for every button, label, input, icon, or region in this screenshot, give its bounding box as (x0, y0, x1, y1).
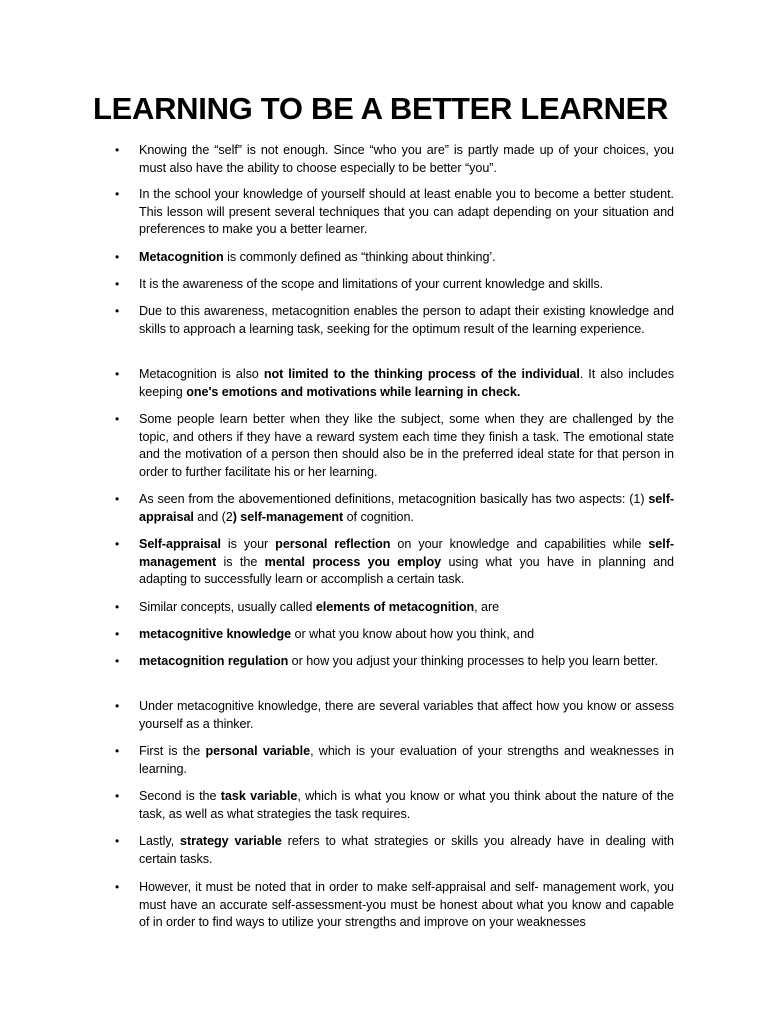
bullet-marker: • (115, 600, 120, 614)
list-item (115, 653, 674, 671)
bold-text-segment: metacognition regulation (139, 654, 289, 668)
list-item (115, 788, 674, 823)
text-segment: is commonly defined as “thinking about thinking’. (223, 250, 496, 264)
bullet-marker: • (115, 277, 120, 291)
bold-text-segment: one's emotions and motivations while learning in check. (186, 384, 521, 399)
bold-text-segment: personal variable (205, 744, 311, 758)
list-item (115, 879, 674, 932)
bullet-marker: • (115, 143, 120, 157)
list-item (115, 366, 674, 401)
list-item-text (139, 366, 674, 401)
bold-text-segment: mental process you employ (264, 554, 442, 569)
bold-text-segment: metacognitive knowledge (139, 627, 292, 641)
list-item (115, 276, 674, 294)
list-item-text (139, 411, 674, 481)
bold-text-segment: Self-appraisal (139, 537, 221, 551)
list-item-text (139, 626, 674, 644)
list-item (115, 833, 674, 868)
text-segment: Some people learn better when they like the subject, some when they are challenged by the topic, and others if they have a reward system each time they finish a task. The emotional state and the motivation of a person then should also be in the preferred ideal state for that person in order to further facilitate his or her learning. (139, 412, 674, 479)
bullet-marker: • (115, 492, 120, 506)
list-item (115, 411, 674, 481)
text-segment: First is the (139, 744, 206, 758)
text-segment: is the (216, 554, 265, 569)
list-item (115, 491, 674, 526)
bold-text-segment: self-management (139, 537, 674, 569)
list-item (115, 303, 674, 338)
list-item-text (139, 879, 674, 932)
text-segment: Under metacognitive knowledge, there are several variables that affect how you know or assess yourself as a thinker. (139, 699, 674, 731)
list-item-text (139, 303, 674, 338)
document-title: LEARNING TO BE A BETTER LEARNER (93, 91, 669, 126)
bullet-marker: • (115, 880, 120, 894)
list-item-text (139, 599, 674, 617)
text-segment: , which is your evaluation of your strengths and weaknesses in learning. (139, 744, 674, 776)
text-segment: As seen from the abovementioned definitions, metacognition basically has two aspects: (1) (139, 492, 649, 506)
list-item-text (139, 788, 674, 823)
text-segment: Knowing the “self” is not enough. Since “who you are” is partly made up of your choices, you must also have the ability to choose especially to be better “you”. (139, 143, 674, 175)
text-segment: of cognition. (343, 509, 414, 524)
list-item-text (139, 186, 674, 239)
list-item-text (139, 491, 674, 526)
list-item-text (139, 653, 674, 671)
text-segment: Lastly, (139, 834, 181, 848)
bold-text-segment: ) self-management (232, 509, 344, 524)
list-item-text (139, 743, 674, 778)
list-item (115, 186, 674, 239)
list-item-text (139, 536, 674, 589)
text-segment: or what you know about how you think, and (291, 627, 535, 641)
list-item (115, 249, 674, 267)
bullet-marker: • (115, 537, 120, 551)
text-segment: In the school your knowledge of yourself should at least enable you to become a better student. This lesson will present several techniques that you can adapt depending on your situation and preferences to make you a better learner. (139, 187, 674, 237)
text-segment: using what you have in planning and adapting to successfully learn or accomplish a certain task. (139, 554, 675, 587)
list-item-text (139, 276, 674, 294)
bold-text-segment: Metacognition (139, 250, 224, 264)
text-segment: or how you adjust your thinking processes to help you learn better. (288, 654, 658, 668)
bold-text-segment: self-appraisal (139, 492, 674, 524)
bullet-marker: • (115, 187, 120, 201)
list-item (115, 698, 674, 733)
list-item (115, 626, 674, 644)
bold-text-segment: strategy variable (180, 834, 282, 848)
bullet-marker: • (115, 699, 120, 713)
list-item-text (139, 249, 674, 267)
bullet-marker: • (115, 627, 120, 641)
bullet-marker: • (115, 367, 120, 381)
bold-text-segment: task variable (220, 789, 298, 803)
text-segment: It is the awareness of the scope and limitations of your current knowledge and skills. (139, 277, 604, 291)
bullet-marker: • (115, 304, 120, 318)
text-segment: Second is the (139, 789, 221, 803)
text-segment: refers to what strategies or skills you already have in dealing with certain tasks. (139, 834, 674, 866)
text-segment: on your knowledge and capabilities while (390, 537, 649, 551)
text-segment: Metacognition is also (139, 367, 264, 381)
text-segment: , are (474, 600, 500, 614)
text-segment: is your (220, 537, 276, 551)
bullet-marker: • (115, 250, 120, 264)
list-item (115, 599, 674, 617)
list-item-text (139, 142, 674, 177)
text-segment: and (2 (193, 509, 233, 524)
bold-text-segment: elements of metacognition (315, 600, 475, 614)
bullet-marker: • (115, 744, 120, 758)
text-segment: , which is what you know or what you think about the nature of the task, as well as what strategies the task requires. (139, 789, 674, 821)
list-item-text (139, 833, 674, 868)
bold-text-segment: personal reflection (275, 537, 391, 551)
bold-text-segment: not limited to the thinking process of the individual (263, 367, 580, 381)
bullet-marker: • (115, 834, 120, 848)
list-item (115, 536, 675, 589)
bullet-marker: • (115, 654, 120, 668)
list-item-text (139, 698, 674, 733)
list-item (115, 142, 674, 177)
text-segment: Similar concepts, usually called (139, 600, 316, 614)
bullet-marker: • (115, 789, 120, 803)
text-segment: . It also includes keeping (139, 367, 674, 399)
text-segment: Due to this awareness, metacognition enables the person to adapt their existing knowledge and skills to approach a learning task, seeking for the optimum result of the learning experience. (139, 304, 674, 336)
text-segment: However, it must be noted that in order to make self-appraisal and self- management work, you must have an accurate self-assessment-you must be honest about what you know and capable of in order to find ways to utilize your strengths and improve on your weaknesses (139, 880, 674, 930)
bullet-marker: • (115, 412, 120, 426)
list-item (115, 743, 674, 778)
